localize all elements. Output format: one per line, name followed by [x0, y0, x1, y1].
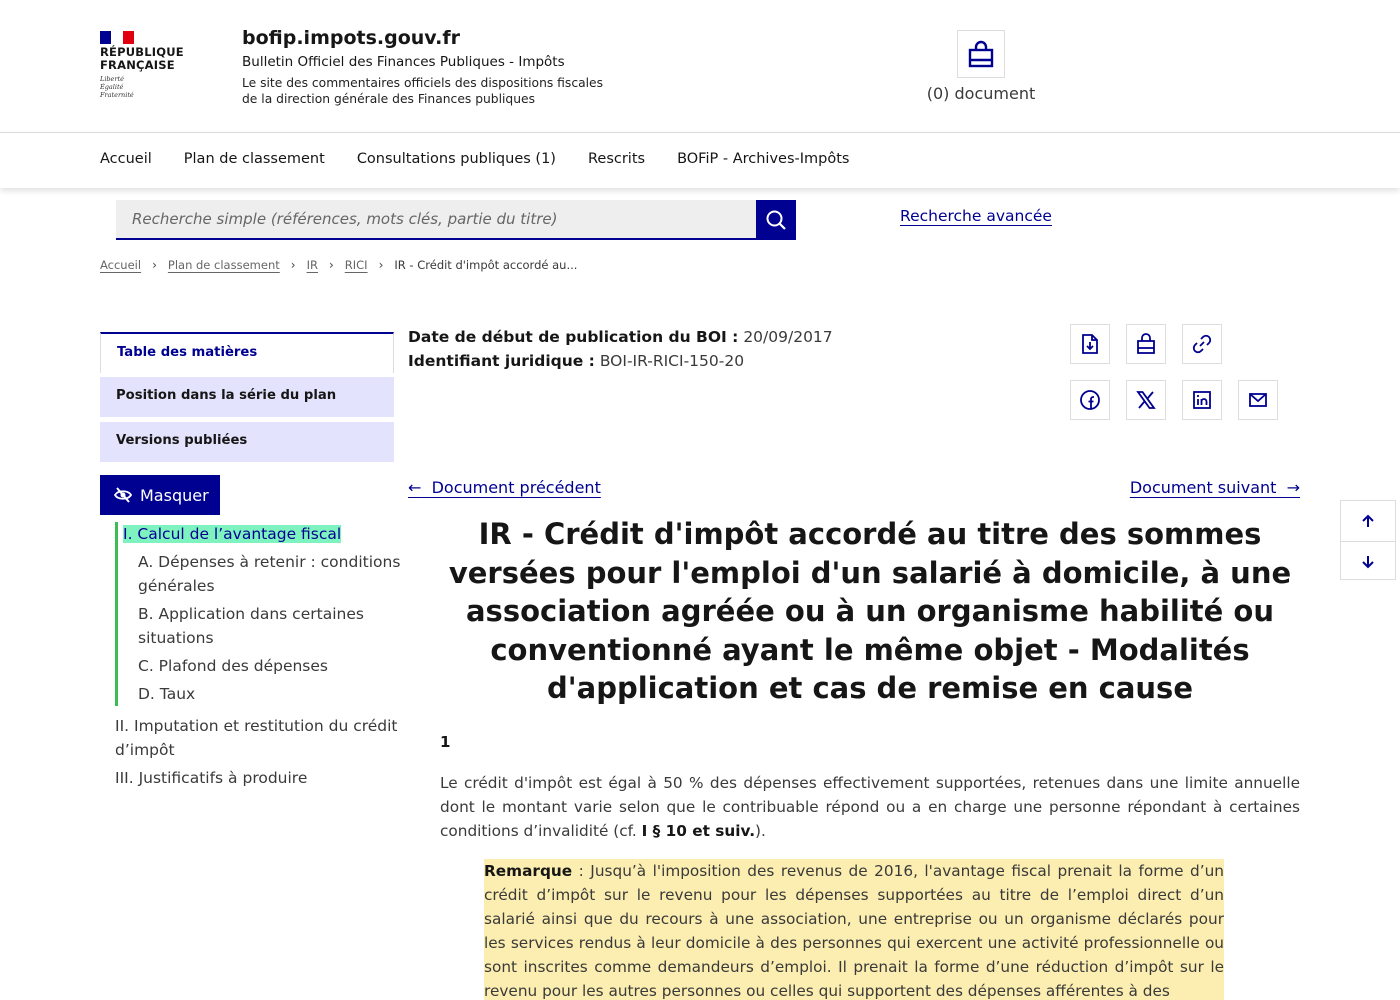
flag-icon [100, 31, 134, 44]
file-download-icon [1080, 333, 1100, 355]
share-mail-button[interactable] [1238, 380, 1278, 420]
chevron-right-icon: › [328, 258, 334, 272]
previous-document-link[interactable]: ← Document précédent [408, 478, 601, 497]
republique-logo[interactable] [100, 31, 200, 99]
nav-item-accueil[interactable]: Accueil [100, 151, 152, 167]
nav-item-plan[interactable]: Plan de classement [183, 151, 325, 167]
toc-section-1[interactable]: I. Calcul de l’avantage fiscal [123, 525, 342, 543]
pub-date-label: Date de début de publication du BOI : [408, 328, 739, 346]
basket-count: (0) document [926, 84, 1036, 103]
site-name[interactable]: bofip.impots.gouv.fr [242, 27, 460, 49]
arrow-up-icon [1360, 513, 1376, 529]
nav-item-consultations[interactable]: Consultations publiques (1) [356, 151, 556, 167]
scroll-bottom-button[interactable] [1341, 541, 1395, 581]
site-desc-line1: Le site des commentaires officiels des dispositions fiscales [242, 76, 604, 90]
toc-section-2[interactable]: II. Imputation et restitution du crédit d’impôt [115, 717, 398, 759]
document-title: IR - Crédit d'impôt accordé au titre des sommes versées pour l'emploi d'un salarié à domicile, à une association agréée ou à un organisme habilité ou conventionné ayant le même objet - Modalités d'application et cas de remise en cause [448, 517, 1292, 705]
share-linkedin-button[interactable] [1182, 380, 1222, 420]
breadcrumb [100, 258, 577, 272]
devise-fraternite: Fraternité [100, 91, 134, 99]
legal-id-value: BOI-IR-RICI-150-20 [599, 352, 745, 370]
toc-sub-c[interactable]: C. Plafond des dépenses [138, 657, 328, 675]
header [0, 0, 1400, 133]
basket-button[interactable] [957, 30, 1005, 78]
main-nav [0, 133, 1400, 188]
basket-icon [968, 40, 994, 68]
masquer-label: Masquer [140, 485, 209, 505]
search-icon [765, 209, 787, 231]
add-to-basket-button[interactable] [1126, 324, 1166, 364]
linkedin-icon [1191, 389, 1213, 411]
nav-item-rescrits[interactable]: Rescrits [587, 151, 646, 167]
table-of-contents [115, 522, 405, 790]
breadcrumb-current: IR - Crédit d'impôt accordé au... [394, 258, 578, 272]
facebook-icon [1079, 389, 1101, 411]
site-tagline: Bulletin Officiel des Finances Publiques - Impôts [242, 54, 565, 70]
toc-sub-d[interactable]: D. Taux [138, 685, 196, 703]
chevron-right-icon: › [378, 258, 384, 272]
paragraph-1: Le crédit d'impôt est égal à 50 % des dépenses effectivement supportées, retenues dans une limite annuelle dont le montant varie selon que le contribuable répond ou a en charge une personne répondant à certaines conditions d’invalidité (cf. I § 10 et suiv.). [440, 774, 1300, 840]
nav-item-archives[interactable]: BOFiP - Archives-Impôts [677, 151, 850, 167]
search-button[interactable] [756, 200, 796, 240]
remark-label: Remarque [484, 862, 573, 880]
paragraph-number: 1 [440, 733, 451, 751]
arrow-left-icon: ← [408, 478, 422, 497]
breadcrumb-accueil[interactable]: Accueil [100, 258, 142, 272]
eye-off-icon [114, 487, 132, 503]
link-icon [1191, 333, 1213, 355]
arrow-down-icon [1360, 554, 1376, 570]
chevron-right-icon: › [290, 258, 296, 272]
share-x-button[interactable] [1126, 380, 1166, 420]
devise-egalite: Égalité [100, 83, 124, 91]
document-meta [408, 325, 833, 373]
search-input[interactable] [116, 200, 756, 240]
basket[interactable] [920, 30, 1042, 103]
breadcrumb-rici[interactable]: RICI [344, 258, 368, 272]
download-button[interactable] [1070, 324, 1110, 364]
scroll-controls [1340, 500, 1396, 580]
devise-liberte: Liberté [100, 75, 124, 83]
toc-sub-a[interactable]: A. Dépenses à retenir : conditions générales [138, 553, 401, 595]
mail-icon [1247, 389, 1269, 411]
next-document-link[interactable]: Document suivant → [1129, 478, 1300, 497]
site-desc-line2: de la direction générale des Finances publiques [242, 92, 536, 106]
breadcrumb-plan[interactable]: Plan de classement [167, 258, 280, 272]
share-facebook-button[interactable] [1070, 380, 1110, 420]
legal-id-label: Identifiant juridique : [408, 352, 595, 370]
pub-date-value: 20/09/2017 [743, 328, 833, 346]
remark-text: : Jusqu’à l'imposition des revenus de 2016, l'avantage fiscal prenait la forme d’un crédit d’impôt sur le revenu pour les dépenses supportées au titre de l’emploi direct d’un salarié ainsi que du recours à une association, une entreprise ou un organisme déclarés pour les services rendus à leur domicile à des personnes qui exercent une activité professionnelle ou sont inscrites comme demandeurs d’emploi. Il prenait la forme d’une réduction d’impôt sur le revenu pour les autres personnes ou celles qui supportent des dépenses afférentes à des [484, 862, 1224, 1000]
basket-icon [1136, 333, 1156, 355]
republique-line2: FRANÇAISE [100, 58, 175, 72]
scroll-top-button[interactable] [1341, 501, 1395, 541]
toc-sub-b[interactable]: B. Application dans certaines situations [138, 605, 364, 647]
paragraph-reference[interactable]: I § 10 et suiv. [641, 822, 756, 840]
breadcrumb-ir[interactable]: IR [306, 258, 318, 272]
remark-box [484, 859, 1224, 1000]
x-icon [1135, 389, 1157, 411]
tab-versions-publiees[interactable]: Versions publiées [100, 422, 394, 462]
tab-position-serie[interactable]: Position dans la série du plan [100, 377, 394, 417]
republique-line1: RÉPUBLIQUE [100, 45, 184, 59]
advanced-search-link[interactable]: Recherche avancée [900, 207, 1052, 225]
arrow-right-icon: → [1286, 478, 1300, 497]
toc-section-3[interactable]: III. Justificatifs à produire [115, 769, 308, 787]
search-bar [116, 200, 796, 240]
chevron-right-icon: › [152, 258, 157, 272]
masquer-button[interactable] [100, 475, 220, 515]
copy-link-button[interactable] [1182, 324, 1222, 364]
tab-table-des-matieres[interactable]: Table des matières [100, 332, 394, 373]
